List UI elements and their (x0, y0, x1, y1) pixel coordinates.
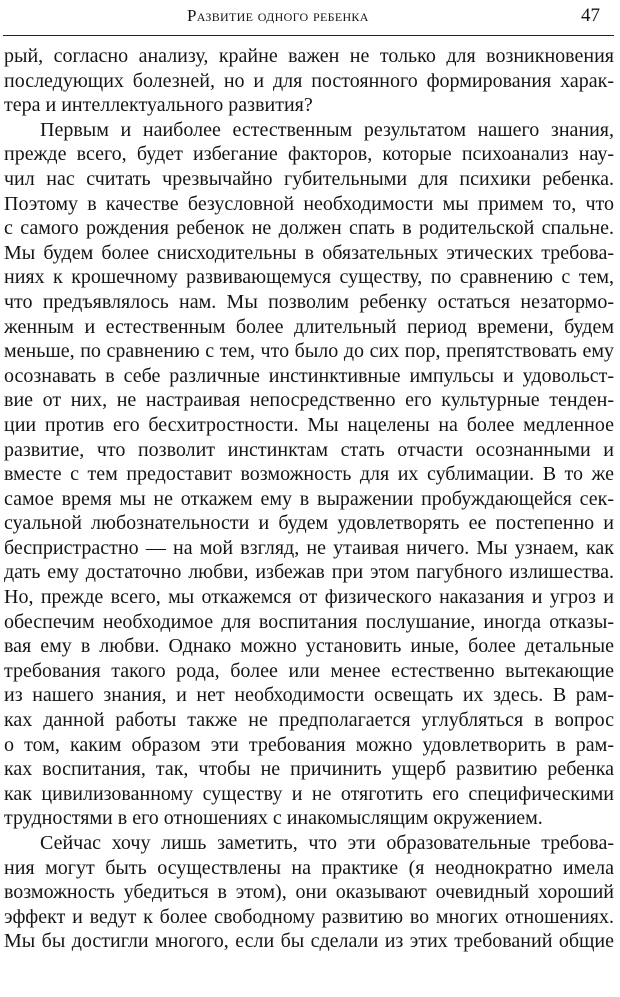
text-line: возможность убедиться в этом), они оказывают очевидный хороший (4, 881, 614, 904)
text-line: последующих болезней, но и для постоянного формирования харак- (4, 69, 614, 92)
text-line: Поэтому в качестве безусловной необходимости мы примем то, что (4, 192, 614, 215)
text-line: Мы бы достигли многого, если бы сделали из этих требований общие (4, 930, 614, 953)
text-line: Но, прежде всего, мы откажемся от физического наказания и угроз и (4, 586, 614, 609)
text-line: дать ему достаточно любви, избежав при этом пагубного излишества. (4, 561, 614, 584)
text-line: ниях к крошечному развивающемуся существу, по сравнению с тем, (4, 266, 614, 289)
text-line: суальной любознательности и будем удовлетворять ее постепенно и (4, 512, 614, 535)
text-line: как цивилизованному существу и не отяготить его специфическими (4, 782, 614, 805)
body-text (4, 44, 614, 954)
running-head (0, 0, 620, 40)
text-line: рый, согласно анализу, крайне важен не только для возникновения (4, 45, 614, 67)
text-line: эффект и ведут к более свободному развитию во многих отношениях. (4, 905, 614, 928)
text-line: трудностями в его отношениях с инакомыслящим окружением. (4, 807, 543, 830)
text-line: из нашего знания, и нет необходимости освещать их здесь. В рам- (4, 684, 614, 707)
text-line: ках воспитания, так, чтобы не причинить ущерб развитию ребенка (4, 758, 614, 781)
text-line: Сейчас хочу лишь заметить, что эти образовательные требова- (40, 832, 614, 854)
header-rule (3, 35, 614, 36)
page-number: 47 (581, 5, 600, 26)
text-line: Первым и наиболее естественным результатом нашего знания, (40, 118, 614, 141)
text-line: вие от них, не настраивая непосредственно его культурные тенден- (4, 389, 614, 412)
running-head-title: Развитие одного ребенка (187, 6, 369, 25)
text-line: требования такого рода, более или менее естественно вытекающие (4, 659, 614, 682)
text-line: прежде всего, будет избегание факторов, которые психоанализ нау- (4, 143, 614, 166)
text-line: тера и интеллектуального развития? (4, 94, 313, 117)
text-line: о том, каким образом эти требования можно удовлетворить в рам- (4, 733, 614, 756)
text-line: развитие, что позволит инстинктам стать отчасти осознанными и (4, 438, 614, 461)
text-line: беспристрастно — на мой взгляд, не утаивая ничего. Мы узнаем, как (4, 536, 614, 559)
text-line: с самого рождения ребенок не должен спать в родительской спальне. (4, 217, 614, 240)
text-line: ния могут быть осуществлены на практике (я неоднократно имела (4, 856, 614, 879)
text-line: обеспечим необходимое для воспитания послушание, иногда отказы- (4, 610, 614, 633)
text-line: самое время мы не откажем ему в выражении пробуждающейся сек- (4, 487, 614, 510)
text-line: женным и естественным более длительный период времени, будем (4, 315, 614, 338)
text-line: ках данной работы также не предполагается углубляться в вопрос (4, 709, 614, 732)
text-line: осознавать в себе различные инстинктивные импульсы и удовольст- (4, 364, 614, 387)
text-line: ции против его бесхитростности. Мы нацелены на более медленное (4, 413, 614, 436)
text-line: Мы будем более снисходительны в обязательных этических требова- (4, 241, 614, 264)
text-line: чил нас считать чрезвычайно губительными для психики ребенка. (4, 167, 614, 190)
text-line: что предъявлялось нам. Мы позволим ребенку остаться незатормо- (4, 290, 614, 313)
text-line: вая ему в любви. Однако можно установить иные, более детальные (4, 635, 614, 658)
text-line: меньше, по сравнению с тем, что было до сих пор, препятствовать ему (4, 340, 614, 363)
text-line: вместе с тем предоставит возможность для их сублимации. В то же (4, 463, 614, 486)
